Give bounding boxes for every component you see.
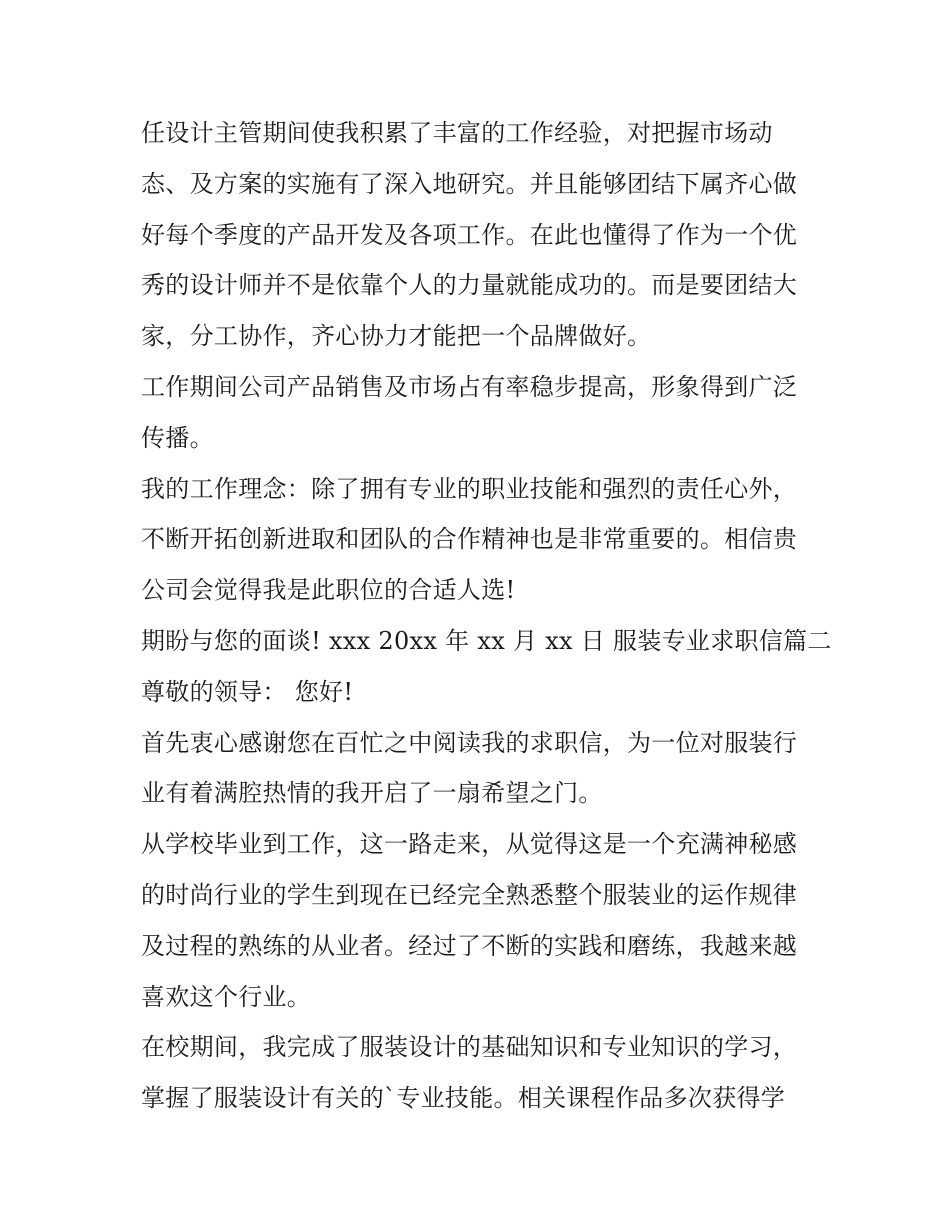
text-line: 喜欢这个行业。	[141, 982, 312, 1011]
text-line: 公司会觉得我是此职位的合适人选!	[141, 576, 516, 605]
text-line: 期盼与您的面谈! xxx 20xx 年 xx 月 xx 日 服装专业求职信篇二	[141, 626, 832, 655]
text-line: 不断开拓创新进取和团队的合作精神也是非常重要的。相信贵	[141, 525, 798, 554]
text-line: 首先衷心感谢您在百忙之中阅读我的求职信，为一位对服装行	[141, 728, 798, 757]
salutation-line: 尊敬的领导： 您好!	[141, 677, 354, 706]
document-body	[141, 108, 832, 1124]
text-line: 工作期间公司产品销售及市场占有率稳步提高，形象得到广泛	[141, 372, 798, 401]
text-line: 业有着满腔热情的我开启了一扇希望之门。	[141, 779, 603, 808]
text-line: 从学校毕业到工作，这一路走来，从觉得这是一个充满神秘感	[141, 830, 798, 859]
text-line: 在校期间，我完成了服装设计的基础知识和专业知识的学习，	[141, 1033, 798, 1062]
text-line: 及过程的熟练的从业者。经过了不断的实践和磨练，我越来越	[141, 931, 798, 960]
text-line: 掌握了服装设计有关的`专业技能。相关课程作品多次获得学	[141, 1084, 786, 1113]
text-line: 的时尚行业的学生到现在已经完全熟悉整个服装业的运作规律	[141, 880, 798, 909]
text-line: 家，分工协作，齐心协力才能把一个品牌做好。	[141, 322, 652, 351]
text-line: 好每个季度的产品开发及各项工作。在此也懂得了作为一个优	[141, 220, 798, 249]
text-line: 我的工作理念：除了拥有专业的职业技能和强烈的责任心外，	[141, 474, 798, 503]
text-line: 传播。	[141, 423, 214, 452]
text-line: 秀的设计师并不是依靠个人的力量就能成功的。而是要团结大	[141, 271, 798, 300]
text-line: 态、及方案的实施有了深入地研究。并且能够团结下属齐心做	[141, 169, 798, 198]
text-line: 任设计主管期间使我积累了丰富的工作经验，对把握市场动	[141, 119, 773, 147]
